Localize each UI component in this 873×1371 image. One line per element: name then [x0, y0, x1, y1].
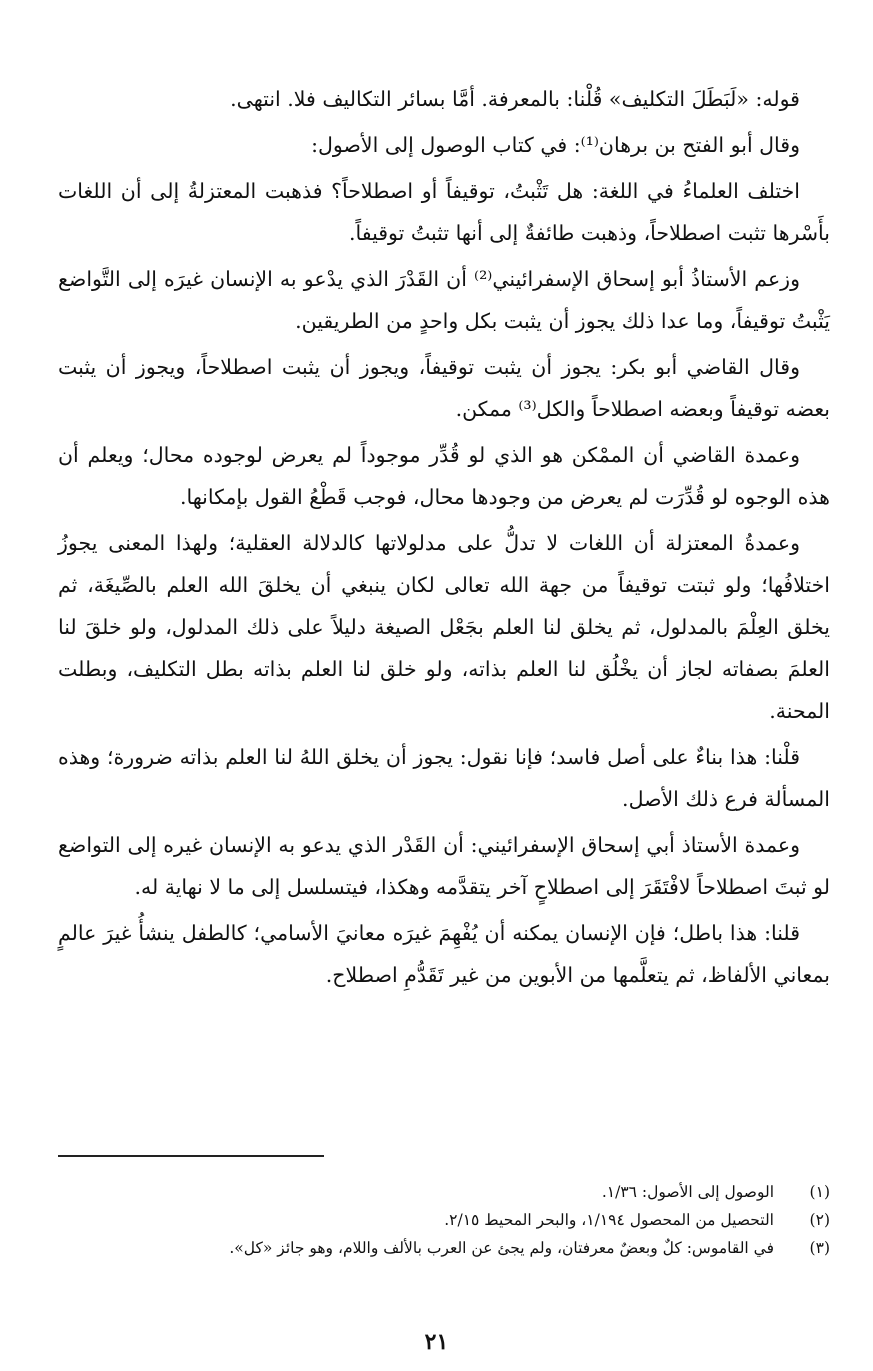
page-number: ٢١: [424, 1329, 449, 1355]
paragraph-1: قوله: «لَبَطَلَ التكليف» قُلْنا: بالمعرفة. أمَّا بسائر التكاليف فلا. انتهى.: [230, 87, 800, 111]
paragraph-10: قلنا: هذا باطل؛ فإن الإنسان يمكنه أن يُفْهِمَ غيرَه معانيَ الأسامي؛ كالطفل ينشأُ غيرَ عالمٍ بمعاني الألفاظ، ثم يتعلَّمها من الأبوين من غير تَقَدُّمِ اصطلاح.: [58, 921, 830, 987]
paragraph-3: اختلف العلماءُ في اللغة: هل تَثْبتُ، توقيفاً أو اصطلاحاً؟ فذهبت المعتزلةُ إلى أن اللغات بأَسْرها تثبت اصطلاحاً، وذهبت طائفةٌ إلى أنها تثبتُ توقيفاً.: [58, 179, 830, 245]
footnote-number: (٢): [809, 1211, 830, 1229]
page-body: [58, 78, 830, 996]
paragraph-8: قلْنا: هذا بناءٌ على أصل فاسد؛ فإنا نقول: يجوز أن يخلق اللهُ لنا العلم بذاته ضرورة؛ وهذه المسألة فرع ذلك الأصل.: [58, 745, 830, 811]
footnote-text: في القاموس: كلٌ وبعضٌ معرفتان، ولم يجئ عن العرب بالألف واللام، وهو جائز «كل».: [229, 1239, 774, 1257]
footnote-2: [58, 1206, 830, 1234]
paragraph-5: وقال القاضي أبو بكر: يجوز أن يثبت توقيفاً، ويجوز أن يثبت اصطلاحاً، ويجوز أن يثبت بعضه توقيفاً وبعضه اصطلاحاً والكل⁽³⁾ ممكن.: [58, 355, 830, 421]
footnote-3: [58, 1234, 830, 1262]
paragraph-4: وزعم الأستاذُ أبو إسحاق الإسفرائيني⁽²⁾ أن القَدْرَ الذي يدْعو به الإنسان غيرَه إلى التَّواضع يَثْبتُ توقيفاً، وما عدا ذلك يجوز أن يثبت بكل واحدٍ من الطريقين.: [58, 267, 830, 333]
footnote-number: (١): [809, 1183, 830, 1201]
paragraph-9: وعمدة الأستاذ أبي إسحاق الإسفرائيني: أن القَدْر الذي يدعو به الإنسان غيره إلى التواضع لو ثبتَ اصطلاحاً لافْتَقَرَ إلى اصطلاحٍ آخر يتقدَّمه وهكذا، فيتسلسل إلى ما لا نهاية له.: [58, 833, 830, 899]
footnote-1: [58, 1178, 830, 1206]
paragraph-2: وقال أبو الفتح بن برهان⁽¹⁾: في كتاب الوصول إلى الأصول:: [311, 133, 800, 157]
paragraph-6: وعمدة القاضي أن الممْكن هو الذي لو قُدِّر موجوداً لم يعرض لوجوده محال؛ ويعلم أن هذه الوجوه لو قُدِّرَت لم يعرض من وجودها محال، فوجب قَطْعُ القول بإمكانها.: [58, 443, 830, 509]
paragraph-7: وعمدةُ المعتزلة أن اللغات لا تدلُّ على مدلولاتها كالدلالة العقلية؛ ولهذا المعنى يجوزُ اختلافُها؛ ولو ثبتت توقيفاً من جهة الله تعالى لكان ينبغي أن يخلقَ الله العلم بالصِّيغَة، ثم يخلق العِلْمَ بالمدلول، ثم يخلق لنا العلم بجَعْل الصيغة دليلاً على ذلك المدلول، ولو خلقَ لنا العلمَ بصفاته لجاز أن يخْلُق لنا العلم بذاته، ولو خلق لنا العلم بذاته بطل التكليف، وبطلت المحنة.: [58, 531, 830, 723]
footnote-text: التحصيل من المحصول ١/١٩٤، والبحر المحيط ٢/١٥.: [444, 1211, 774, 1229]
footnote-divider: [58, 1155, 324, 1157]
footnote-text: الوصول إلى الأصول: ١/٣٦.: [601, 1183, 774, 1201]
footnotes: [58, 1178, 830, 1262]
footnote-number: (٣): [809, 1239, 830, 1257]
